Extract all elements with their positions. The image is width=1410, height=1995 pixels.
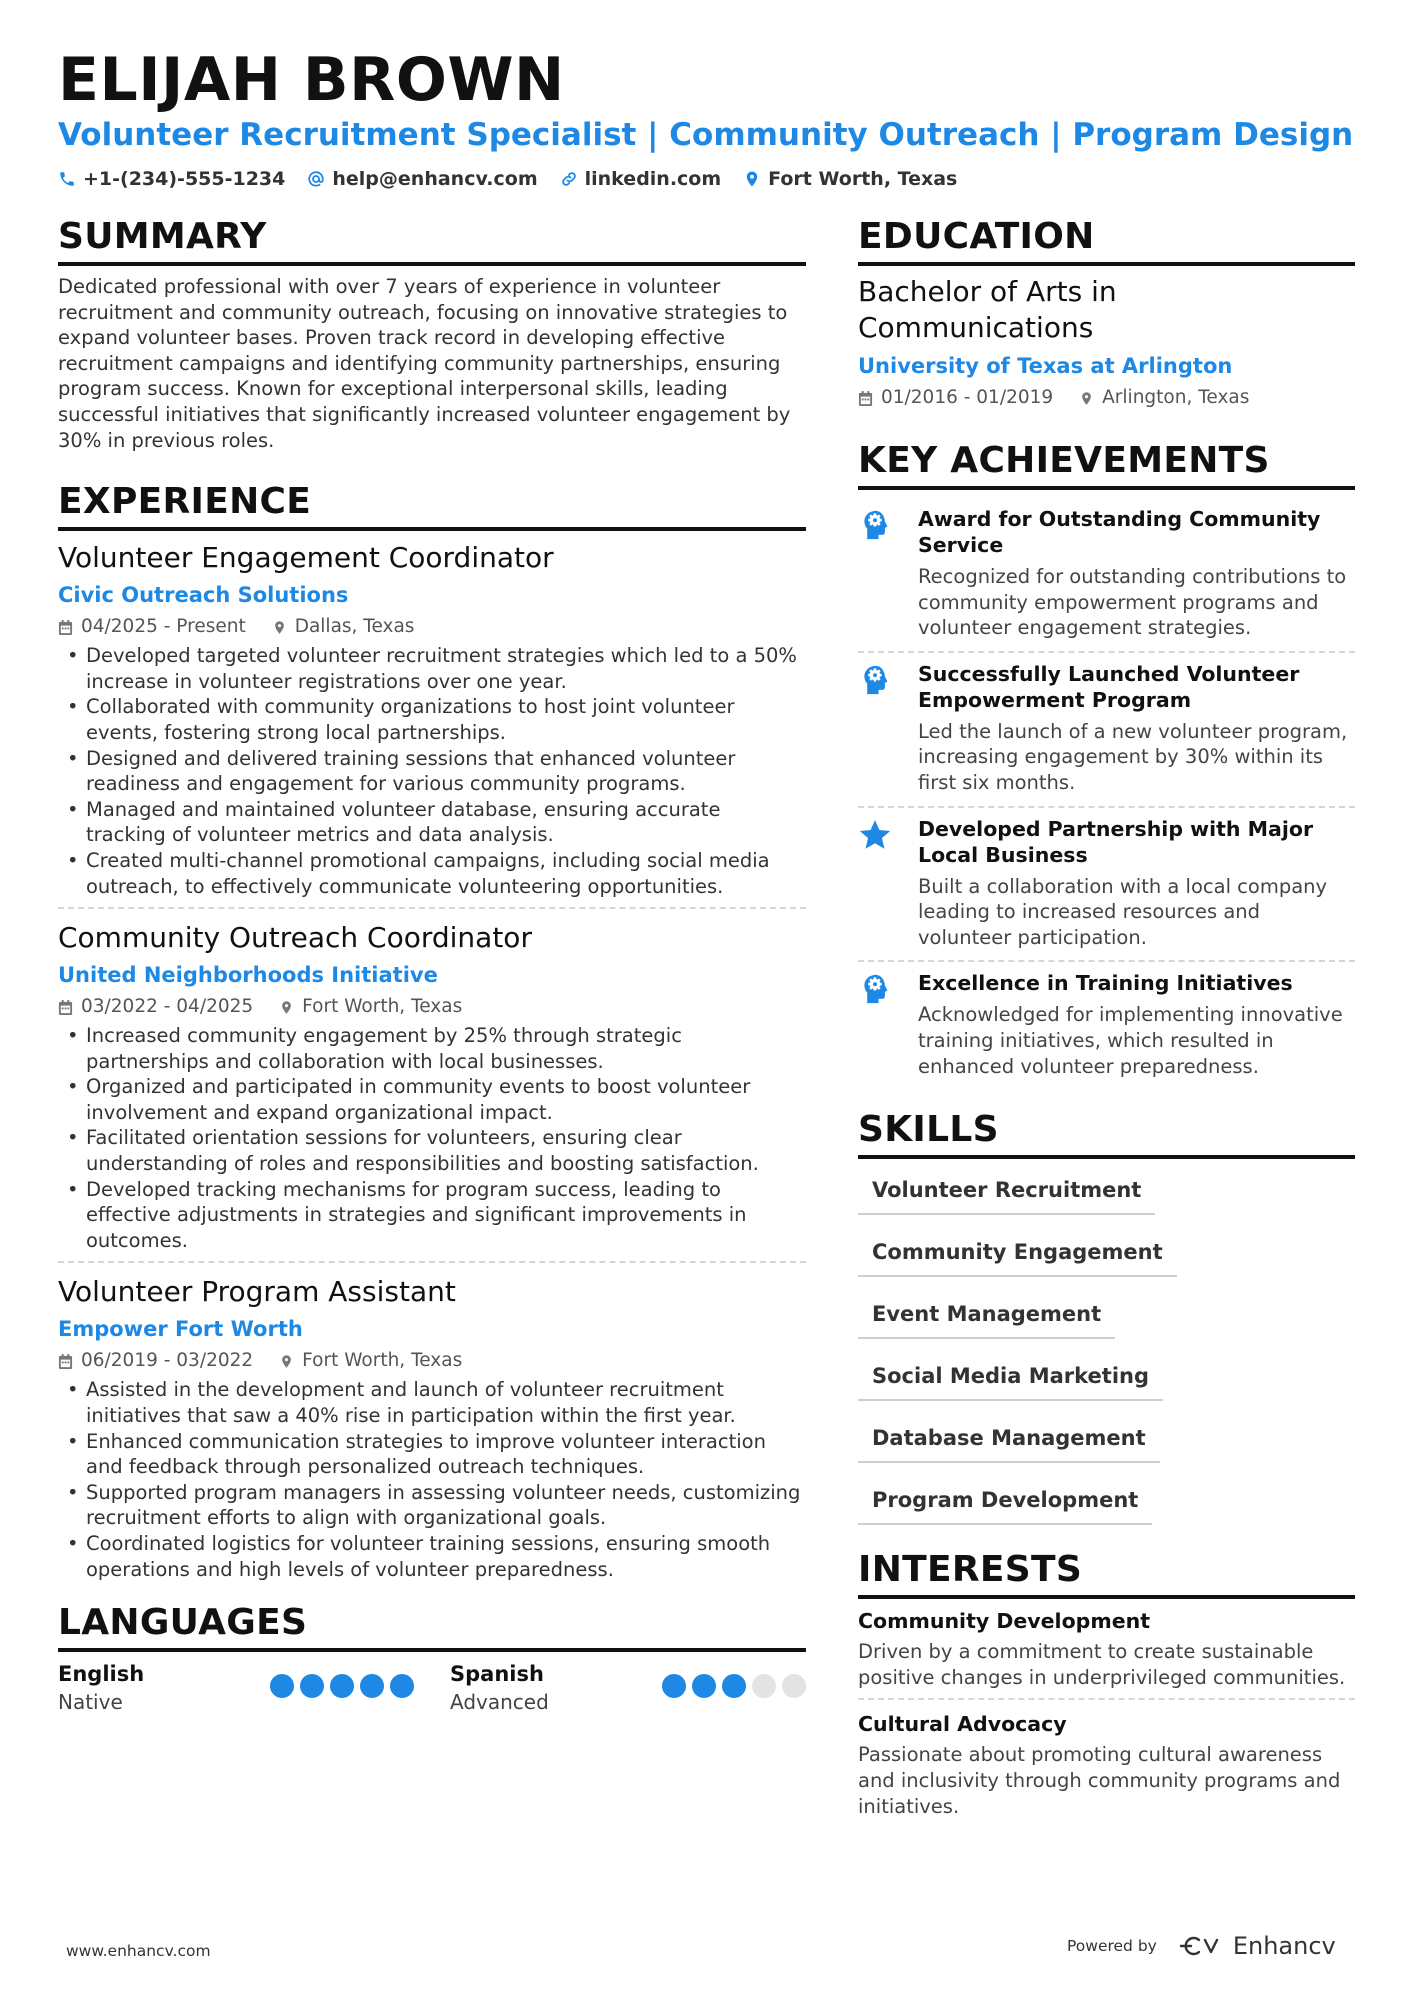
- job-location-text: Fort Worth, Texas: [302, 1350, 463, 1372]
- achievement-item: [858, 498, 1355, 653]
- location-pin-icon: [1079, 390, 1094, 407]
- skill-tag: Community Engagement: [858, 1229, 1177, 1277]
- interest-item: [858, 1698, 1355, 1827]
- job-meta: [58, 613, 806, 641]
- job-bullet: • Facilitated orientation sessions for volunteers, ensuring clear understanding of roles and responsibilities and boosting satisfaction.: [58, 1125, 806, 1176]
- calendar-icon: [858, 390, 873, 407]
- language-name: English: [58, 1662, 145, 1687]
- job-dates-text: 03/2022 - 04/2025: [81, 996, 254, 1018]
- interest-title: Community Development: [858, 1609, 1150, 1634]
- languages-list: [58, 1660, 806, 1716]
- contact-email[interactable]: [307, 168, 537, 190]
- left-column: [58, 214, 806, 1716]
- job-bullet: • Enhanced communication strategies to improve volunteer interaction and feedback through personalized outreach techniques.: [58, 1429, 806, 1480]
- contact-phone[interactable]: [58, 168, 285, 190]
- job-dates-text: 04/2025 - Present: [81, 616, 246, 638]
- rating-dot-empty: [752, 1674, 776, 1698]
- footer-website[interactable]: www.enhancv.com: [66, 1942, 211, 1960]
- job-dates: [58, 1347, 253, 1375]
- phone-text: +1-(234)-555-1234: [83, 168, 286, 190]
- brand-logo[interactable]: [1179, 1932, 1336, 1960]
- job-bullets: [58, 643, 806, 899]
- job-bullet: • Created multi-channel promotional campaigns, including social media outreach, to effectively communicate volunteering opportunities.: [58, 848, 806, 899]
- job-title: Volunteer Program Assistant: [58, 1275, 456, 1309]
- achievement-desc: Built a collaboration with a local company leading to increased resources and volunteer participation.: [918, 874, 1328, 949]
- location-pin-icon: [743, 170, 761, 188]
- language-name: Spanish: [450, 1662, 544, 1687]
- interest-desc: Driven by a commitment to create sustainable positive changes in underprivileged communities.: [858, 1640, 1346, 1689]
- rating-dot-filled: [330, 1674, 354, 1698]
- education-meta: [858, 384, 1355, 412]
- achievement-item: [858, 653, 1355, 808]
- experience-title: EXPERIENCE: [58, 479, 806, 531]
- language-level: Advanced: [450, 1690, 549, 1715]
- rating-dot-filled: [360, 1674, 384, 1698]
- rating-dot-filled: [692, 1674, 716, 1698]
- calendar-icon: [58, 999, 73, 1016]
- skill-tag: Volunteer Recruitment: [858, 1167, 1155, 1215]
- job-bullet: • Coordinated logistics for volunteer training sessions, ensuring smooth operations and high levels of volunteer preparedness.: [58, 1531, 806, 1582]
- contact-bar: [58, 168, 957, 190]
- brand-name: Enhancv: [1232, 1932, 1336, 1960]
- language-item: [58, 1660, 414, 1716]
- contact-linkedin[interactable]: [560, 168, 722, 190]
- achievement-desc: Acknowledged for implementing innovative training initiatives, which resulted in enhanced volunteer preparedness.: [918, 1003, 1343, 1078]
- link-icon: [560, 170, 578, 188]
- achievement-item: [858, 808, 1355, 963]
- linkedin-text: linkedin.com: [584, 168, 722, 190]
- job-bullet: • Managed and maintained volunteer database, ensuring accurate tracking of volunteer metrics and data analysis.: [58, 797, 806, 848]
- location-text: Fort Worth, Texas: [768, 168, 958, 190]
- job-meta: [58, 993, 806, 1021]
- skills-section: [858, 1107, 1355, 1539]
- calendar-icon: [58, 1353, 73, 1370]
- achievement-icon-wrap: [858, 816, 900, 951]
- interest-title: Cultural Advocacy: [858, 1712, 1067, 1737]
- achievement-item: [858, 962, 1355, 1089]
- education-dates: [858, 384, 1053, 412]
- skill-tag: Event Management: [858, 1291, 1115, 1339]
- skills-title: SKILLS: [858, 1107, 1355, 1159]
- phone-icon: [58, 170, 76, 188]
- job-location: [279, 993, 462, 1021]
- school-name: University of Texas at Arlington: [858, 354, 1233, 378]
- rating-dot-empty: [782, 1674, 806, 1698]
- achievement-icon-wrap: [858, 506, 900, 641]
- job-bullet: • Supported program managers in assessing volunteer needs, customizing recruitment efforts to align with organizational goals.: [58, 1480, 806, 1531]
- job-dates-text: 06/2019 - 03/2022: [81, 1350, 254, 1372]
- achievement-title: Developed Partnership with Major Local Business: [918, 816, 1314, 867]
- language-rating: [662, 1674, 806, 1698]
- company-name: Empower Fort Worth: [58, 1317, 303, 1342]
- star-icon: [858, 818, 892, 852]
- interests-section: [858, 1547, 1355, 1827]
- summary-section: [58, 214, 806, 453]
- head-icon: [858, 972, 892, 1006]
- education-location: [1079, 384, 1249, 412]
- rating-dot-filled: [662, 1674, 686, 1698]
- calendar-icon: [58, 619, 73, 636]
- rating-dot-filled: [390, 1674, 414, 1698]
- degree: Bachelor of Arts in Communications: [858, 275, 1117, 344]
- job-entry: [58, 1273, 806, 1590]
- company-name: United Neighborhoods Initiative: [58, 963, 438, 988]
- education-title: EDUCATION: [858, 214, 1355, 266]
- job-title: Volunteer Engagement Coordinator: [58, 541, 554, 575]
- experience-section: [58, 479, 806, 1590]
- footer-powered: [1067, 1932, 1336, 1960]
- location-pin-icon: [272, 619, 287, 636]
- rating-dot-filled: [722, 1674, 746, 1698]
- job-entry: [58, 539, 806, 909]
- achievements-title: KEY ACHIEVEMENTS: [858, 438, 1355, 490]
- head-icon: [858, 508, 892, 542]
- languages-title: LANGUAGES: [58, 1600, 806, 1652]
- contact-location: [743, 168, 957, 190]
- achievement-title: Successfully Launched Volunteer Empowerment Program: [918, 661, 1300, 712]
- job-bullet: • Designed and delivered training sessions that enhanced volunteer readiness and engagement for various community programs.: [58, 746, 806, 797]
- job-bullets: [58, 1023, 806, 1253]
- achievement-title: Award for Outstanding Community Service: [918, 507, 1321, 557]
- education-dates-text: 01/2016 - 01/2019: [881, 387, 1054, 408]
- location-pin-icon: [279, 1353, 294, 1370]
- job-meta: [58, 1347, 806, 1375]
- job-location-text: Fort Worth, Texas: [302, 996, 463, 1018]
- language-item: [450, 1660, 806, 1716]
- right-column: [858, 214, 1355, 1827]
- interests-title: INTERESTS: [858, 1547, 1355, 1599]
- skill-tag: Program Development: [858, 1477, 1152, 1525]
- achievement-title: Excellence in Training Initiatives: [918, 971, 1293, 996]
- job-bullet: • Organized and participated in community events to boost volunteer involvement and expand organizational impact.: [58, 1074, 806, 1125]
- location-pin-icon: [279, 999, 294, 1016]
- job-bullet: • Assisted in the development and launch of volunteer recruitment initiatives that saw a 40% rise in participation within the first year.: [58, 1377, 806, 1428]
- job-title: Community Outreach Coordinator: [58, 921, 532, 955]
- achievements-section: [858, 438, 1355, 1089]
- company-name: Civic Outreach Solutions: [58, 583, 349, 608]
- job-location-text: Dallas, Texas: [294, 616, 415, 638]
- summary-title: SUMMARY: [58, 214, 806, 266]
- job-bullet: • Increased community engagement by 25% through strategic partnerships and collaboration with local businesses.: [58, 1023, 806, 1074]
- job-dates: [58, 613, 246, 641]
- at-icon: [307, 170, 325, 188]
- skill-tag: Social Media Marketing: [858, 1353, 1163, 1401]
- language-level: Native: [58, 1690, 123, 1715]
- job-bullet: • Collaborated with community organizations to host joint volunteer events, fostering strong local partnerships.: [58, 694, 806, 745]
- candidate-name: ELIJAH BROWN: [58, 45, 565, 115]
- achievement-icon-wrap: [858, 661, 900, 796]
- language-rating: [270, 1674, 414, 1698]
- job-location: [272, 613, 415, 641]
- rating-dot-filled: [270, 1674, 294, 1698]
- education-section: [858, 214, 1355, 412]
- languages-section: [58, 1600, 806, 1716]
- powered-by-label: Powered by: [1067, 1937, 1157, 1955]
- job-bullet: • Developed tracking mechanisms for program success, leading to effective adjustments in strategies and significant improvements in outcomes.: [58, 1177, 806, 1254]
- achievement-desc: Led the launch of a new volunteer program, increasing engagement by 30% within its first six months.: [918, 719, 1348, 794]
- job-bullets: [58, 1377, 806, 1582]
- job-dates: [58, 993, 253, 1021]
- education-location-text: Arlington, Texas: [1102, 387, 1250, 408]
- job-location: [279, 1347, 462, 1375]
- enhancv-logo-icon: [1179, 1934, 1225, 1958]
- rating-dot-filled: [300, 1674, 324, 1698]
- skill-tag: Database Management: [858, 1415, 1160, 1463]
- headline: Volunteer Recruitment Specialist | Community Outreach | Program Design: [58, 117, 1354, 153]
- job-entry: [58, 919, 806, 1263]
- interest-desc: Passionate about promoting cultural awareness and inclusivity through community programs and initiatives.: [858, 1743, 1341, 1818]
- job-bullet: • Developed targeted volunteer recruitment strategies which led to a 50% increase in volunteer registrations over one year.: [58, 643, 806, 694]
- head-icon: [858, 663, 892, 697]
- email-text: help@enhancv.com: [332, 168, 538, 190]
- achievement-icon-wrap: [858, 970, 900, 1079]
- summary-text: Dedicated professional with over 7 years of experience in volunteer recruitment and community outreach, focusing on innovative strategies to expand volunteer bases. Proven track record in developing effective recruitment campaigns and identifying community partnerships, ensuring program success. Known for exceptional interpersonal skills, leading successful initiatives that significantly increased volunteer engagement by 30% in previous roles.: [58, 275, 791, 452]
- achievement-desc: Recognized for outstanding contributions to community empowerment programs and volunteer engagement strategies.: [918, 565, 1347, 640]
- interest-item: [858, 1607, 1355, 1698]
- skills-list: [858, 1167, 1355, 1539]
